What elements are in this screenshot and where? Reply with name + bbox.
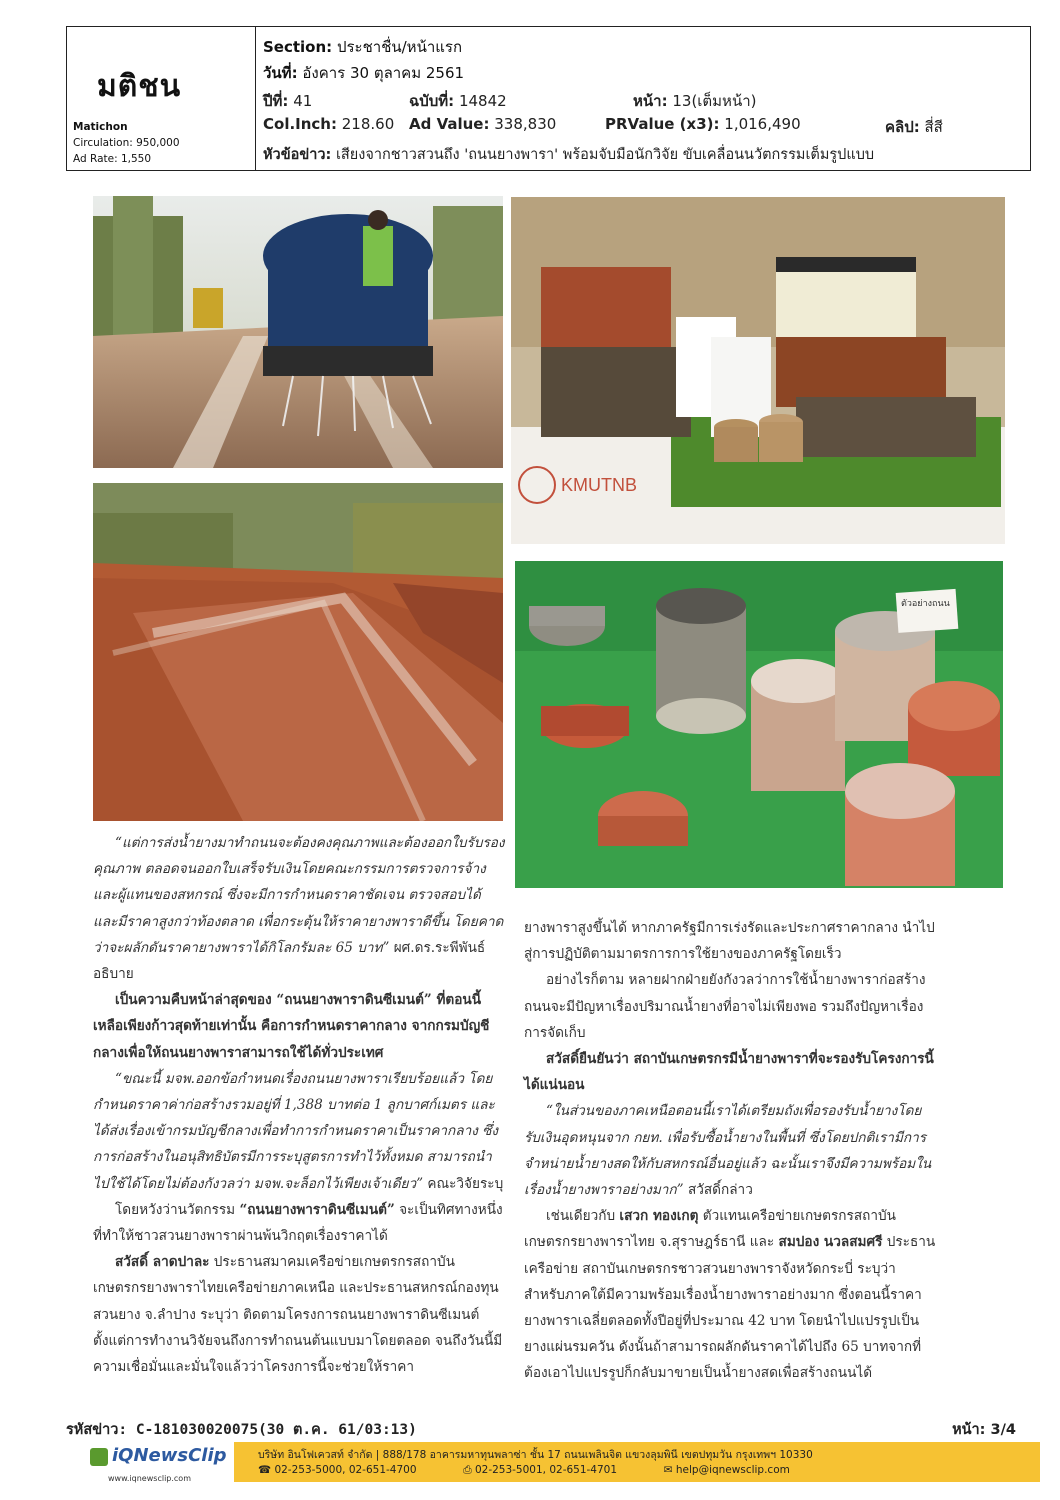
lead-text-b: “ถนนยางพาราดินซีเมนต์”	[276, 992, 432, 1009]
date-label: วันที่:	[263, 64, 298, 82]
photo-water-truck	[93, 196, 503, 468]
brand-url: www.iqnewsclip.com	[108, 1474, 191, 1483]
date-value: อังคาร 30 ตุลาคม 2561	[302, 64, 465, 82]
hope-text-c: จะเป็นทิศทางหนึ่งที่ทำให้ชาวสวนยางพาราผ่านพ้นวิกฤตเรื่องราคาได้	[93, 1201, 503, 1245]
prvalue-cell	[605, 115, 801, 133]
circulation: Circulation: 950,000	[73, 137, 180, 149]
article-right-column	[524, 915, 936, 1387]
section-label: Section:	[263, 38, 333, 56]
headline-row	[263, 143, 874, 166]
page-label: หน้า:	[633, 92, 668, 110]
hope-text-a: โดยหวังว่านวัตกรรม	[115, 1201, 240, 1218]
clip-label: คลิป:	[885, 118, 920, 136]
year-label: ปีที่:	[263, 92, 289, 110]
paragraph-lead	[93, 987, 505, 1066]
paragraph-north	[524, 1098, 936, 1203]
paragraph-sawat	[93, 1249, 505, 1380]
ad-rate: Ad Rate: 1,550	[73, 153, 152, 165]
advalue-label: Ad Value:	[409, 115, 490, 133]
quote-attribution: ผศ.ดร.ระพีพันธ์อธิบาย	[93, 939, 486, 983]
publication-logo: มติชน	[97, 69, 182, 104]
sawat-text: ประธานสมาคมเครือข่ายเกษตรกรสถาบันเกษตรกรยางพาราไทยเครือข่ายภาคเหนือ และประธานสหกรณ์กองทุนสวนยาง จ.ลำปาง ระบุว่า ติดตามโครงการถนนยางพาราดินซีเมนต์ ตั้งแต่การทำงานวิจัยจนถึงการทำถนนต้นแบบมาโดยตลอด จนถึงวันนี้มีความเชื่อมั่นและมั่นใจแล้วว่าโครงการนี้จะช่วยให้ราคา	[93, 1254, 503, 1376]
footer-contact-bar	[234, 1442, 1040, 1482]
paragraph-confirm: สวัสดิ์ยืนยันว่า สถาบันเกษตรกรมีน้ำยางพาราที่จะรองรับโครงการนี้ได้แน่นอน	[524, 1051, 934, 1094]
advalue-value: 338,830	[494, 115, 557, 133]
hope-text-b: “ถนนยางพาราดินซีเมนต์”	[239, 1201, 395, 1218]
advalue-cell	[409, 115, 556, 133]
sawek-name: เสวก ทองเกตุ	[619, 1208, 699, 1225]
clip-header	[66, 26, 1031, 171]
email-address: help@iqnewsclip.com	[675, 1464, 790, 1476]
fax-numbers: 02-253-5001, 02-651-4701	[474, 1464, 618, 1476]
prvalue-label: PRValue (x3):	[605, 115, 720, 133]
photo-red-road	[93, 483, 503, 821]
issue-value: 14842	[458, 92, 507, 110]
section-value: ประชาชื่น/หน้าแรก	[336, 38, 463, 56]
paragraph-quote-2	[93, 1066, 505, 1197]
sawat-name: สวัสดิ์ ลาดปาละ	[115, 1254, 210, 1271]
phone-numbers: 02-253-5000, 02-651-4700	[274, 1464, 417, 1476]
prvalue-value: 1,016,490	[724, 115, 801, 133]
colinch-value: 218.60	[341, 115, 395, 133]
company-address: บริษัท อินโฟเควสท์ จำกัด | 888/178 อาคารมหาทุนพลาซ่า ชั้น 17 ถนนเพลินจิต แขวงลุมพินี เขตปทุมวัน กรุงเทพฯ 10330	[258, 1449, 813, 1461]
issue-label: ฉบับที่:	[409, 92, 455, 110]
paragraph-quote-1	[93, 830, 505, 987]
contact-row	[258, 1464, 790, 1477]
photo-display-samples	[511, 197, 1005, 544]
photo-core-samples	[515, 561, 1003, 888]
issue-cell	[409, 89, 507, 113]
south-text-c: ตัวแทนเครือข่ายเกษตรกรสถาบันเกษตรกรยางพาราไทย จ.สุราษฎร์ธานี และ	[524, 1208, 896, 1251]
article-left-column	[93, 830, 505, 1380]
phone-icon: ☎	[258, 1464, 272, 1476]
north-attribution: สวัสดิ์กล่าว	[683, 1182, 753, 1199]
section-row	[263, 35, 462, 59]
sample-sign: ตัวอย่างถนน	[901, 599, 950, 609]
south-text-a: เช่นเดียวกับ	[546, 1208, 620, 1225]
page-value: 13(เต็มหน้า)	[672, 92, 757, 110]
publication-panel	[67, 27, 256, 170]
paragraph-hope	[93, 1197, 505, 1249]
news-id: รหัสข่าว: C-181030020075(30 ต.ค. 61/03:13)	[66, 1422, 417, 1438]
date-row	[263, 61, 464, 85]
north-quote: “ในส่วนของภาคเหนือตอนนี้เราได้เตรียมถังเพื่อรองรับน้ำยางโดยรับเงินอุดหนุนจาก กยท. เพื่อรับซื้อน้ำยางในพื้นที่ ซึ่งโดยปกติเรามีการจำหน่ายน้ำยางสดให้กับสหกรณ์อื่นอยู่แล้ว ฉะนั้นเราจึงมีความพร้อมในเรื่องน้ำยางพาราอย่างมาก”	[524, 1103, 932, 1199]
page-cell	[633, 89, 756, 113]
headline-label: หัวข้อข่าว:	[263, 147, 332, 163]
lead-text-a: เป็นความคืบหน้าล่าสุดของ	[115, 992, 277, 1009]
quote-text-2: “ขณะนี้ มจพ.ออกข้อกำหนดเรื่องถนนยางพาราเรียบร้อยแล้ว โดยกำหนดราคาค่าก่อสร้างรวมอยู่ที่ 1,388 บาทต่อ 1 ลูกบาศก์เมตร และได้ส่งเรื่องเข้ากรมบัญชีกลางเพื่อทำการกำหนดราคาเป็นราคากลาง ซึ่งการก่อสร้างในอนุสิทธิบัตรมีการระบุสูตรการทำไว้ทั้งหมด สามารถนำไปใช้ได้โดยไม่ต้องกังวลว่า มจพ.จะล็อกไว้เพียงเจ้าเดียว”	[93, 1070, 499, 1192]
clip-value: สี่สี	[924, 118, 943, 136]
publication-name: Matichon	[73, 121, 128, 133]
lead-text-c: ที่ตอนนี้เหลือเพียงก้าวสุดท้ายเท่านั้น คือการกำหนดราคากลาง จากกรมบัญชีกลางเพื่อให้ถนนยางพาราสามารถใช้ได้ทั่วประเทศ	[93, 992, 490, 1061]
quote-text: “แต่การส่งน้ำยางมาทำถนนจะต้องคงคุณภาพและต้องออกใบรับรองคุณภาพ ตลอดจนออกใบเสร็จรับเงินโดยคณะกรรมการตรวจการจ้างและผู้แทนของสหกรณ์ ซึ่งจะมีการกำหนดราคาชัดเจน ตรวจสอบได้ และมีราคาสูงกว่าท้องตลาด เพื่อกระตุ้นให้ราคายางพาราดีขึ้น โดยคาดว่าจะผลักดันราคายางพาราได้กิโลกรัมละ 65 บาท”	[93, 835, 505, 956]
leaf-icon	[90, 1448, 108, 1466]
colinch-cell	[263, 115, 394, 133]
paragraph-continue: ยางพาราสูงขึ้นได้ หากภาครัฐมีการเร่งรัดและประกาศราคากลาง นำไปสู่การปฏิบัติตามมาตรการการใช้ยางของภาครัฐโดยเร็ว	[524, 920, 935, 963]
sompong-name: สมปอง นวลสมศรี	[778, 1234, 883, 1251]
colinch-label: Col.Inch:	[263, 115, 337, 133]
iqnewsclip-logo	[90, 1445, 227, 1485]
kmutnb-sign: KMUTNB	[561, 475, 637, 495]
year-cell	[263, 89, 312, 113]
clip-cell	[885, 115, 943, 139]
fax-icon: ⎙	[463, 1464, 472, 1476]
paragraph-south	[524, 1203, 936, 1386]
paragraph-concern: อย่างไรก็ตาม หลายฝากฝ่ายยังกังวลว่าการใช้น้ำยางพาราก่อสร้างถนนจะมีปัญหาเรื่องปริมาณน้ำยางที่อาจไม่เพียงพอ รวมถึงปัญหาเรื่องการจัดเก็บ	[524, 972, 926, 1041]
page-number: หน้า: 3/4	[952, 1422, 1016, 1438]
year-value: 41	[293, 92, 313, 110]
headline-value: เสียงจากชาวสวนถึง 'ถนนยางพารา' พร้อมจับมือนักวิจัย ขับเคลื่อนนวัตกรรมเต็มรูปแบบ	[335, 147, 875, 163]
brand-name: iQNewsClip	[112, 1445, 227, 1466]
email-icon: ✉	[663, 1464, 673, 1476]
quote-attribution-2: คณะวิจัยระบุ	[423, 1175, 504, 1192]
south-text-e: ประธานเครือข่าย สถาบันเกษตรกรชาวสวนยางพาราจังหวัดกระบี่ ระบุว่า สำหรับภาคใต้มีความพร้อมเรื่องน้ำยางพาราอย่างมาก ซึ่งตอนนี้ราคายางพาราเฉลี่ยตลอดทั้งปีอยู่ที่ประมาณ 42 บาท โดยนำไปแปรรูปเป็นยางแผ่นรมควัน ดังนั้นถ้าสามารถผลักดันราคาได้ไปถึง 65 บาทจากที่ต้องเอาไปแปรรูปก็กลับมาขายเป็นน้ำยางสดเพื่อสร้างถนนได้	[524, 1234, 936, 1382]
